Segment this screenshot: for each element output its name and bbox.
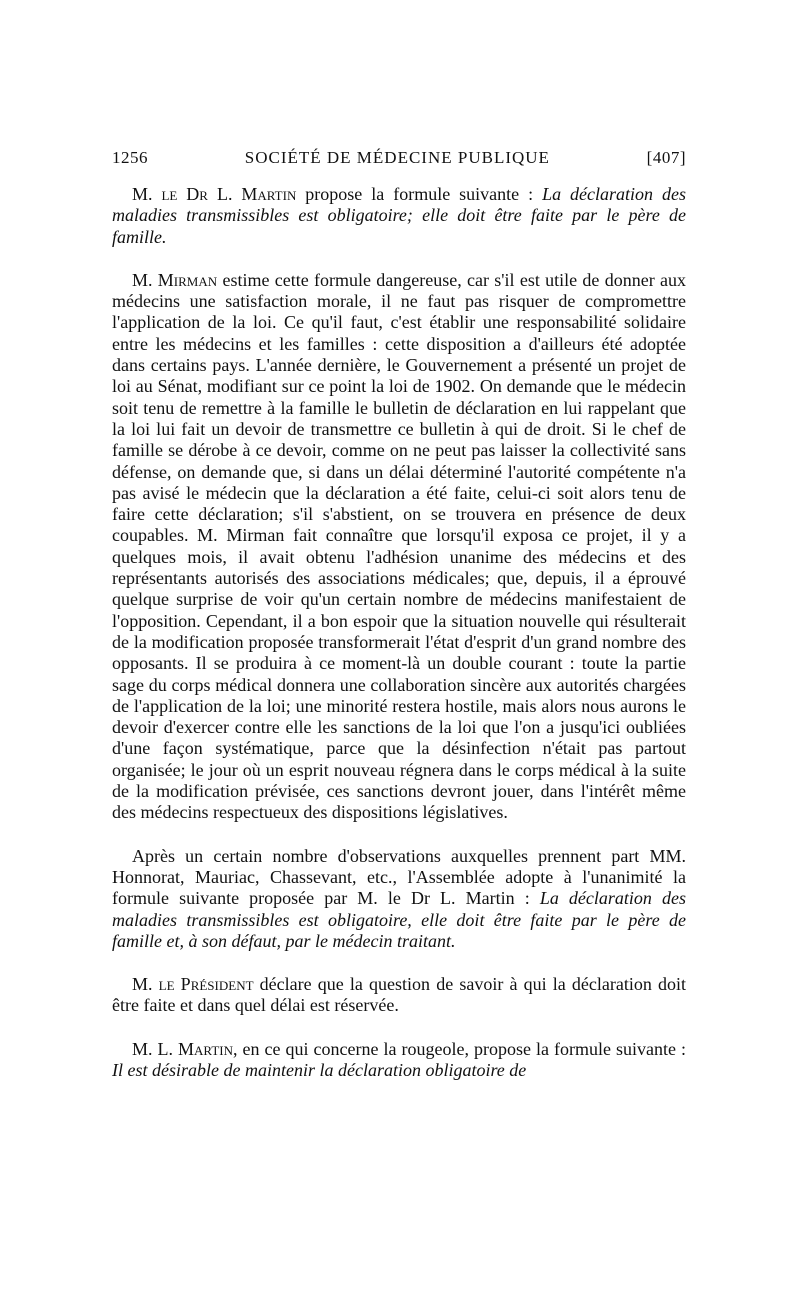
paragraph-mirman-statement <box>112 270 686 824</box>
proposed-formula: La déclaration des maladies transmissibles est obligatoire; elle doit être faite par le père de famille. <box>112 184 686 247</box>
document-page <box>112 148 686 1081</box>
section-number: [407] <box>646 148 686 167</box>
speaker-name: M. Mirman <box>132 269 218 290</box>
page-number: 1256 <box>112 148 148 167</box>
measles-formula: Il est désirable de maintenir la déclaration obligatoire de <box>112 1059 527 1080</box>
running-header <box>112 148 686 168</box>
adopted-formula: La déclaration des maladies transmissibles est obligatoire, elle doit être faite par le père de famille et, à son défaut, par le médecin traitant. <box>112 888 686 951</box>
paragraph-assembly-adoption <box>112 846 686 952</box>
paragraph-text: propose la formule suivante : <box>296 184 543 204</box>
paragraph-text: estime cette formule dangereuse, car s'il est utile de donner aux médecins une satisfaction morale, il ne faut pas risquer de compromettre l'application de la loi. Ce qu'il faut, c'est établir une responsabilité solidaire entre les médecins et les familles : cette disposition a d'ailleurs été adoptée dans certains pays. L'année dernière, le Gouvernement a présenté un projet de loi au Sénat, modifiant sur ce point la loi de 1902. On demande que le médecin soit tenu de remettre à la famille le bulletin de déclaration en lui rappelant que la loi lui fait un devoir de transmettre ce bulletin à qui de droit. Si le chef de famille se dérobe à ce devoir, comme on ne peut pas laisser la collectivité sans défense, on demande que, si dans un délai déterminé l'autorité compétente n'a pas avisé le médecin que la déclaration a été faite, celui-ci soit alors tenu de faire cette déclaration; s'il s'abstient, on se trouvera en présence de deux coupables. M. Mirman fait connaître que lorsqu'il exposa ce projet, il y a quelques mois, il avait obtenu l'adhésion unanime des médecins et des représentants autorisés des associations médicales; que, depuis, il a éprouvé quelque surprise de voir qu'un certain nombre de médecins manifestaient de l'opposition. Cependant, il a bon espoir que la situation nouvelle qui résulterait de la modification proposée transformerait l'état d'esprit d'un grand nombre des opposants. Il se produira à ce moment-là un double courant : toute la partie sage du corps médical donnera une collaboration sincère aux autorités chargées de l'application de la loi; une minorité restera hostile, mais alors nous aurons le devoir d'exercer contre elle les sanctions de la loi que l'on a jusqu'ici oubliées d'une façon systématique, parce que la désinfection n'était pas partout organisée; le jour où un esprit nouveau régnera dans le corps médical à la suite de la modification prévisée, ces sanctions devront jouer, dans l'intérêt même des médecins respectueux des dispositions législatives. <box>112 269 686 823</box>
speaker-name: M. L. Martin <box>132 1038 233 1059</box>
paragraph-text: Après un certain nombre d'observations auxquelles prennent part MM. Honnorat, Mauriac, Chassevant, etc., l'Assemblée adopte à l'unanimité la formule suivante proposée par M. le Dr L. Martin : <box>112 845 686 909</box>
speaker-name: M. le Dr L. Martin <box>132 184 297 204</box>
paragraph-martin-measles <box>112 1039 686 1082</box>
paragraph-text: , en ce qui concerne la rougeole, propose la formule suivante : <box>232 1038 686 1059</box>
paragraph-president-statement <box>112 974 686 1017</box>
running-title: SOCIÉTÉ DE MÉDECINE PUBLIQUE <box>244 148 550 167</box>
speaker-name: M. le Président <box>132 974 254 995</box>
paragraph-text: déclare que la question de savoir à qui la déclaration doit être faite et dans quel délai est réservée. <box>112 974 687 1016</box>
paragraph-martin-proposal <box>112 184 686 248</box>
